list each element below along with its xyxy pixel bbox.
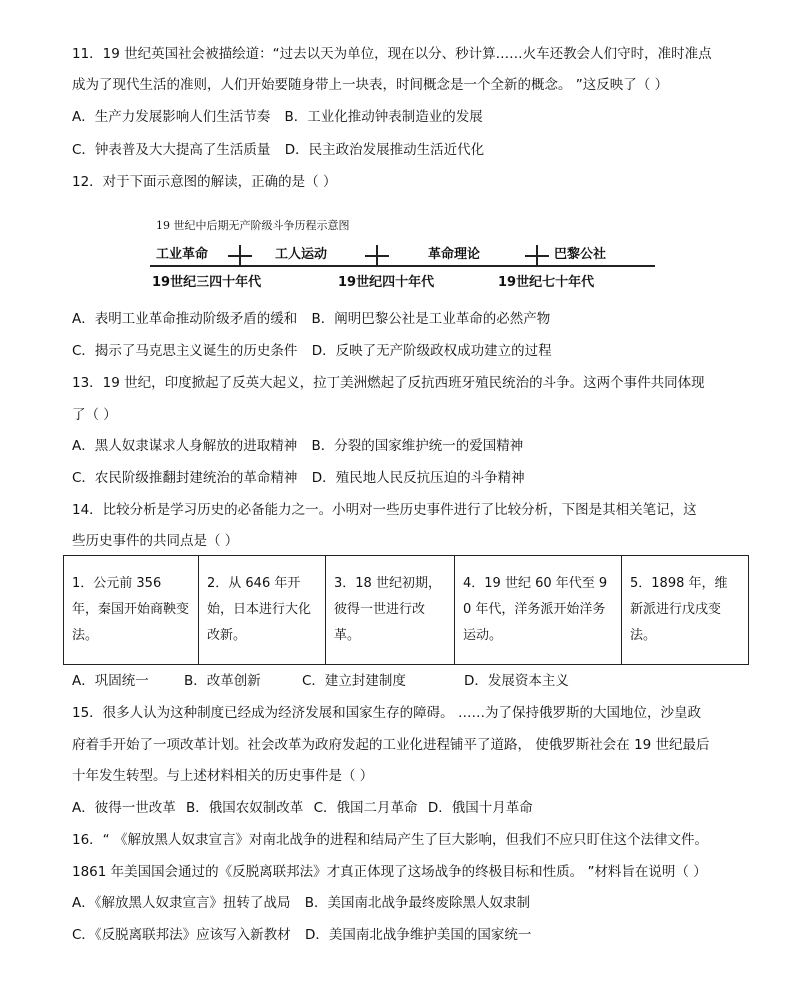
diagram-caption: 19 世纪中后期无产阶级斗争历程示意图 [156, 219, 350, 232]
diagram-node-1: 工业革命 [156, 247, 209, 262]
q12-option-d[interactable]: D．反映了无产阶级政权成功建立的过程 [311, 343, 552, 359]
diagram-period-2: 19世纪四十年代 [338, 275, 435, 290]
q12-option-b[interactable]: B．阐明巴黎公社是工业革命的必然产物 [311, 311, 551, 327]
diagram-node-3: 革命理论 [428, 247, 481, 262]
q13-option-b[interactable]: B．分裂的国家维护统一的爱国精神 [311, 438, 524, 454]
q11-option-b[interactable]: B．工业化推动钟表制造业的发展 [284, 109, 483, 125]
q11-option-a[interactable]: A．生产力发展影响人们生活节奏 [72, 109, 271, 125]
q15-stem-line1: 15．很多人认为这种制度已经成为经济发展和国家生存的障碍。 ……为了保持俄罗斯的大国地位，沙皇政 [72, 705, 701, 721]
q14-stem-line2: 些历史事件的共同点是（ ） [72, 533, 239, 549]
q14-option-c[interactable]: C．建立封建制度 [302, 673, 406, 689]
q12-timeline-diagram [150, 213, 660, 293]
notes-cell-3: 3．18 世纪初期，彼得一世进行改革。 [326, 556, 455, 665]
q12-options-row1 [72, 309, 560, 329]
notes-cell-1: 1．公元前 356 年，秦国开始商鞅变法。 [64, 556, 199, 665]
q12-option-a[interactable]: A．表明工业革命推动阶级矛盾的缓和 [72, 311, 298, 327]
q16-stem-line2: 1861 年美国国会通过的《反脱离联邦法》才真正体现了这场战争的终极目标和性质。 ”材料旨在说明（ ） [72, 864, 707, 880]
q11-stem-line1: 11．19 世纪英国社会被描绘道：“过去以天为单位，现在以分、秒计算……火车还教会人们守时，准时准点 [72, 46, 712, 62]
q16-options-row2 [72, 925, 541, 945]
q16-option-c[interactable]: C．《反脱离联邦法》应该写入新教材 [72, 927, 291, 943]
diagram-period-3: 19世纪七十年代 [498, 275, 595, 290]
notes-cell-2: 2．从 646 年开始，日本进行大化改新。 [199, 556, 326, 665]
diagram-node-4: 巴黎公社 [554, 247, 607, 262]
q15-stem-line2: 府着手开始了一项改革计划。社会改革为政府发起的工业化进程铺平了道路， 使俄罗斯社会在 19 世纪最后 [72, 737, 710, 753]
q14-option-b[interactable]: B．改革创新 [184, 673, 261, 689]
q11-stem-line2: 成为了现代生活的准则，人们开始要随身带上一块表，时间概念是一个全新的概念。 ”这反映了（ ） [72, 77, 669, 93]
q11-options-row2 [72, 140, 494, 160]
q15-option-a[interactable]: A．彼得一世改革 [72, 800, 176, 816]
table-row [64, 556, 749, 665]
q11-option-d[interactable]: D．民主政治发展推动生活近代化 [284, 142, 485, 158]
q13-options-row2 [72, 468, 535, 488]
q13-option-a[interactable]: A．黑人奴隶谋求人身解放的进取精神 [72, 438, 298, 454]
q16-option-a[interactable]: A．《解放黑人奴隶宣言》扭转了战局 [72, 895, 291, 911]
q15-options-row [72, 798, 543, 818]
q13-stem-line1: 13．19 世纪，印度掀起了反英大起义，拉丁美洲燃起了反抗西班牙殖民统治的斗争。这两个事件共同体现 [72, 375, 705, 391]
q14-option-a[interactable]: A．巩固统一 [72, 673, 149, 689]
notes-cell-4: 4．19 世纪 60 年代至 90 年代，洋务派开始洋务运动。 [455, 556, 622, 665]
q15-option-c[interactable]: C．俄国二月革命 [313, 800, 418, 816]
q13-option-c[interactable]: C．农民阶级推翻封建统治的革命精神 [72, 470, 298, 486]
q15-stem-line3: 十年发生转型。与上述材料相关的历史事件是（ ） [72, 768, 374, 784]
q12-options-row2 [72, 341, 562, 361]
notes-cell-5: 5．1898 年，维新派进行戊戌变法。 [622, 556, 749, 665]
diagram-node-2: 工人运动 [275, 247, 328, 262]
q16-stem-line1: 16．“ 《解放黑人奴隶宣言》对南北战争的进程和结局产生了巨大影响，但我们不应只盯住这个法律文件。 [72, 832, 708, 848]
q16-option-d[interactable]: D．美国南北战争维护美国的国家统一 [304, 927, 532, 943]
q14-notes-table [63, 555, 749, 665]
q13-stem-line2: 了（ ） [72, 407, 117, 423]
q15-option-b[interactable]: B．俄国农奴制改革 [186, 800, 304, 816]
q14-stem-line1: 14．比较分析是学习历史的必备能力之一。小明对一些历史事件进行了比较分析，下图是其相关笔记，这 [72, 502, 697, 518]
q13-option-d[interactable]: D．殖民地人民反抗压迫的斗争精神 [311, 470, 525, 486]
q11-option-c[interactable]: C．钟表普及大大提高了生活质量 [72, 142, 271, 158]
q16-options-row1 [72, 893, 540, 913]
q15-option-d[interactable]: D．俄国十月革命 [427, 800, 533, 816]
q16-option-b[interactable]: B．美国南北战争最终废除黑人奴隶制 [304, 895, 531, 911]
q12-stem: 12．对于下面示意图的解读，正确的是（ ） [72, 174, 337, 190]
q12-option-c[interactable]: C．揭示了马克思主义诞生的历史条件 [72, 343, 298, 359]
q11-options-row1 [72, 107, 493, 127]
q14-option-d[interactable]: D．发展资本主义 [464, 673, 569, 689]
q13-options-row1 [72, 436, 533, 456]
diagram-axis [150, 265, 655, 267]
diagram-period-1: 19世纪三四十年代 [152, 275, 262, 290]
